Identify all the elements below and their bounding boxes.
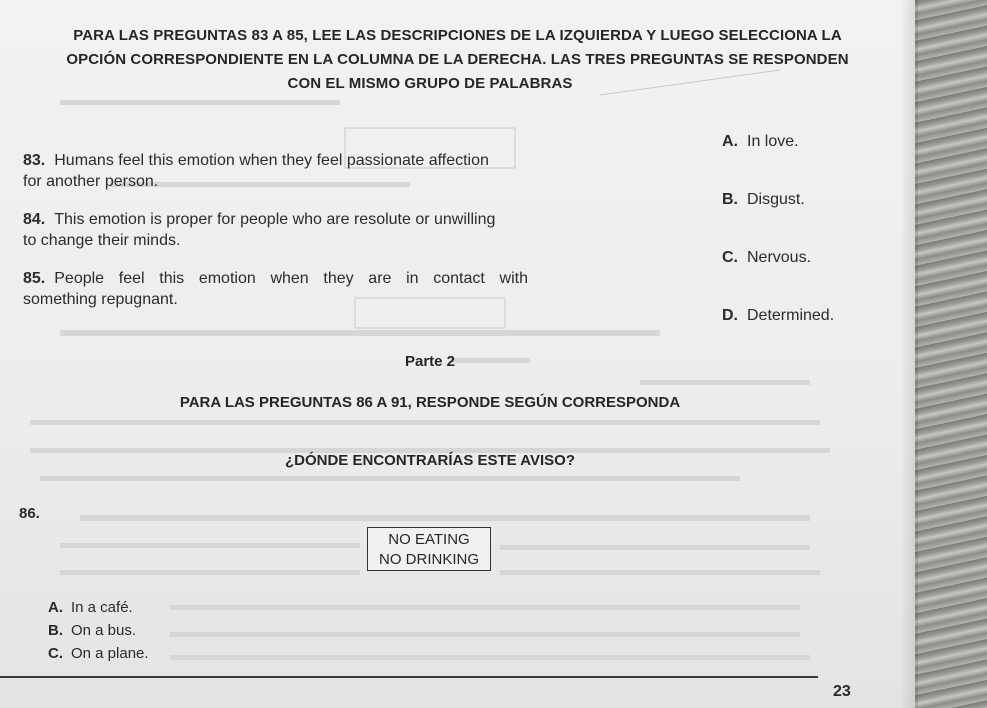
page-number: 23	[833, 683, 851, 700]
question-text: Humans feel this emotion when they feel passionate affection	[54, 152, 489, 169]
option-text: On a plane.	[71, 645, 149, 662]
q86-option-b[interactable]	[48, 622, 136, 639]
option-letter: C.	[722, 249, 738, 266]
question-number: 84.	[23, 211, 46, 228]
option-text: In love.	[747, 133, 799, 150]
page-edge-shadow	[900, 0, 918, 708]
question-text-cont: something repugnant.	[23, 291, 178, 308]
notice-sign	[367, 527, 491, 571]
option-text: On a bus.	[71, 622, 137, 639]
part-2-instruction: PARA LAS PREGUNTAS 86 A 91, RESPONDE SEGÚN CORRESPONDA	[179, 394, 681, 411]
question-text-cont: to change their minds.	[23, 232, 181, 249]
option-a[interactable]	[722, 133, 799, 151]
question-number: 85.	[23, 270, 46, 287]
sign-line-2: NO DRINKING	[378, 551, 479, 568]
footer-rule	[0, 676, 818, 678]
option-text: Disgust.	[747, 191, 805, 208]
q86-option-a[interactable]	[48, 599, 133, 616]
question-86-number: 86.	[19, 505, 40, 522]
question-text-cont: for another person.	[23, 173, 159, 190]
option-letter: D.	[722, 307, 738, 324]
option-letter: C.	[48, 645, 63, 662]
question-text: This emotion is proper for people who are resolute or unwilling	[54, 211, 496, 228]
part-2-title: Parte 2	[404, 353, 456, 370]
page-edge-background	[915, 0, 987, 708]
instructions-line-1: PARA LAS PREGUNTAS 83 A 85, LEE LAS DESCRIPCIONES DE LA IZQUIERDA Y LUEGO SELECCIONA LA	[73, 27, 842, 44]
instructions-line-2: OPCIÓN CORRESPONDIENTE EN LA COLUMNA DE LA DERECHA. LAS TRES PREGUNTAS SE RESPONDEN	[66, 51, 849, 68]
sign-line-1: NO EATING	[388, 531, 470, 548]
question-85	[23, 269, 528, 310]
q86-option-c[interactable]	[48, 645, 149, 662]
question-number: 83.	[23, 152, 46, 169]
option-text: Determined.	[747, 307, 835, 324]
part-2-question-heading: ¿DÓNDE ENCONTRARÍAS ESTE AVISO?	[284, 452, 576, 469]
option-letter: A.	[48, 599, 63, 616]
option-text: Nervous.	[747, 249, 812, 266]
question-84	[23, 210, 528, 251]
option-c[interactable]	[722, 249, 811, 267]
option-b[interactable]	[722, 191, 805, 209]
instructions-line-3: CON EL MISMO GRUPO DE PALABRAS	[287, 75, 573, 92]
option-text: In a café.	[71, 599, 133, 616]
option-letter: A.	[722, 133, 738, 150]
question-83	[23, 151, 528, 192]
option-letter: B.	[48, 622, 63, 639]
question-text: People feel this emotion when they are in contact with	[54, 270, 528, 287]
option-letter: B.	[722, 191, 738, 208]
option-d[interactable]	[722, 307, 834, 325]
